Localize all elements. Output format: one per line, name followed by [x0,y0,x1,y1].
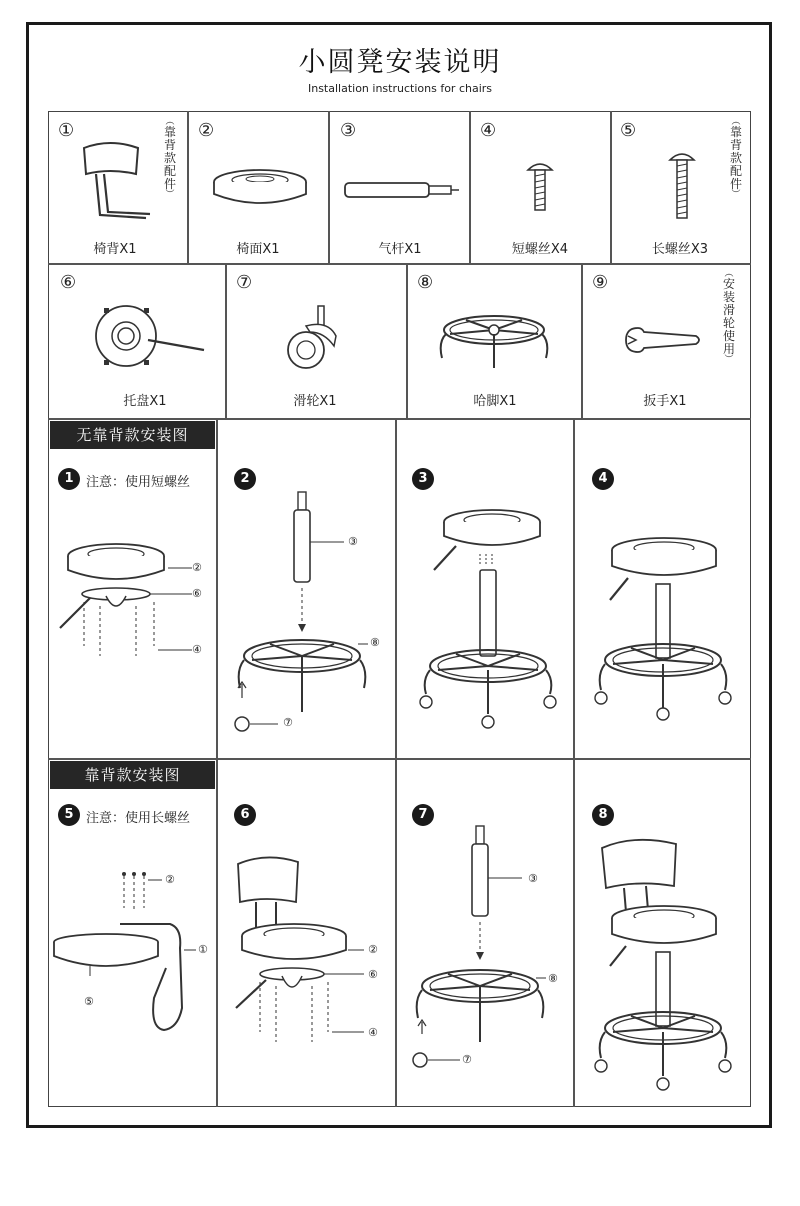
step-badge: 1 [58,468,80,490]
step4-diagram [596,538,746,718]
callout-tray: ⑥ [368,968,378,981]
part-label: 气杆X1 [378,242,422,257]
callout-short-screw: ④ [368,1026,378,1039]
callout-seat: ② [368,943,378,956]
page-subtitle: Installation instructions for chairs [307,82,493,95]
col-divider [406,263,408,418]
part-label: 短螺丝X4 [511,242,569,257]
part-number: ⑧ [417,272,434,293]
tray-icon [92,300,212,370]
part-number: ⑨ [592,272,609,293]
callout-gas-lift: ③ [348,535,358,548]
step-badge: 3 [412,468,434,490]
wrench-icon [624,322,704,358]
part-label: 椅面X1 [236,242,280,257]
col-divider [573,418,575,1107]
step-badge: 2 [234,468,256,490]
row-divider-2 [48,418,751,420]
part-number: ② [198,120,215,141]
col-divider [610,111,612,263]
callout-gas-lift: ③ [528,872,538,885]
callout-base: ⑧ [370,636,380,649]
part-label: 托盘X1 [123,394,167,409]
base-ring-icon [436,312,556,372]
part-number: ⑦ [236,272,253,293]
part-number: ③ [340,120,357,141]
step8-diagram [594,838,744,1098]
step3-diagram [420,508,570,738]
col-divider [328,111,330,263]
part-number: ④ [480,120,497,141]
part-label: 滑轮X1 [293,394,337,409]
col-divider [581,263,583,418]
step2-diagram [232,488,392,738]
step-badge: 5 [58,804,80,826]
part-label: 长螺丝X3 [651,242,709,257]
long-screw-icon [668,150,698,222]
step-badge: 8 [592,804,614,826]
short-screw-icon [526,160,556,215]
col-divider [469,111,471,263]
callout-tray: ⑥ [192,587,202,600]
gas-lift-icon [343,180,463,202]
part-note: ︵ 靠背款配件 ︶ [729,117,742,200]
step-note: 注意：使用短螺丝 [86,475,191,490]
part-label: 哈脚X1 [473,394,517,409]
part-note: ︵ 安装滑轮使用 ︶ [722,269,735,365]
callout-chair-back: ① [198,943,208,956]
col-divider [187,111,189,263]
callout-seat-under: ⑤ [84,995,94,1008]
part-number: ⑤ [620,120,637,141]
part-number: ① [58,120,75,141]
section-header-no-back: 无靠背款安装图 [50,421,215,449]
callout-base: ⑧ [548,972,558,985]
callout-seat: ② [192,561,202,574]
callout-long-screw: ② [165,873,175,886]
part-number: ⑥ [60,272,77,293]
part-label: 椅背X1 [93,242,137,257]
part-label: 扳手X1 [643,394,687,409]
row-divider-1 [48,263,751,265]
callout-caster: ⑦ [283,716,293,729]
step-note: 注意：使用长螺丝 [86,811,191,826]
seat-icon [212,168,312,208]
step-badge: 4 [592,468,614,490]
col-divider [225,263,227,418]
section-header-back: 靠背款安装图 [50,761,215,789]
row-divider-3 [48,758,751,760]
caster-wheel-icon [284,302,344,372]
page-title: 小圆凳安装说明 [298,47,502,78]
chair-back-icon [70,140,180,230]
step-badge: 7 [412,804,434,826]
part-note: ︵ 靠背款配件 ︶ [163,117,176,200]
callout-caster: ⑦ [462,1053,472,1066]
step7-diagram [404,822,564,1072]
callout-short-screw: ④ [192,643,202,656]
step-badge: 6 [234,804,256,826]
step5-diagram [50,868,220,1048]
